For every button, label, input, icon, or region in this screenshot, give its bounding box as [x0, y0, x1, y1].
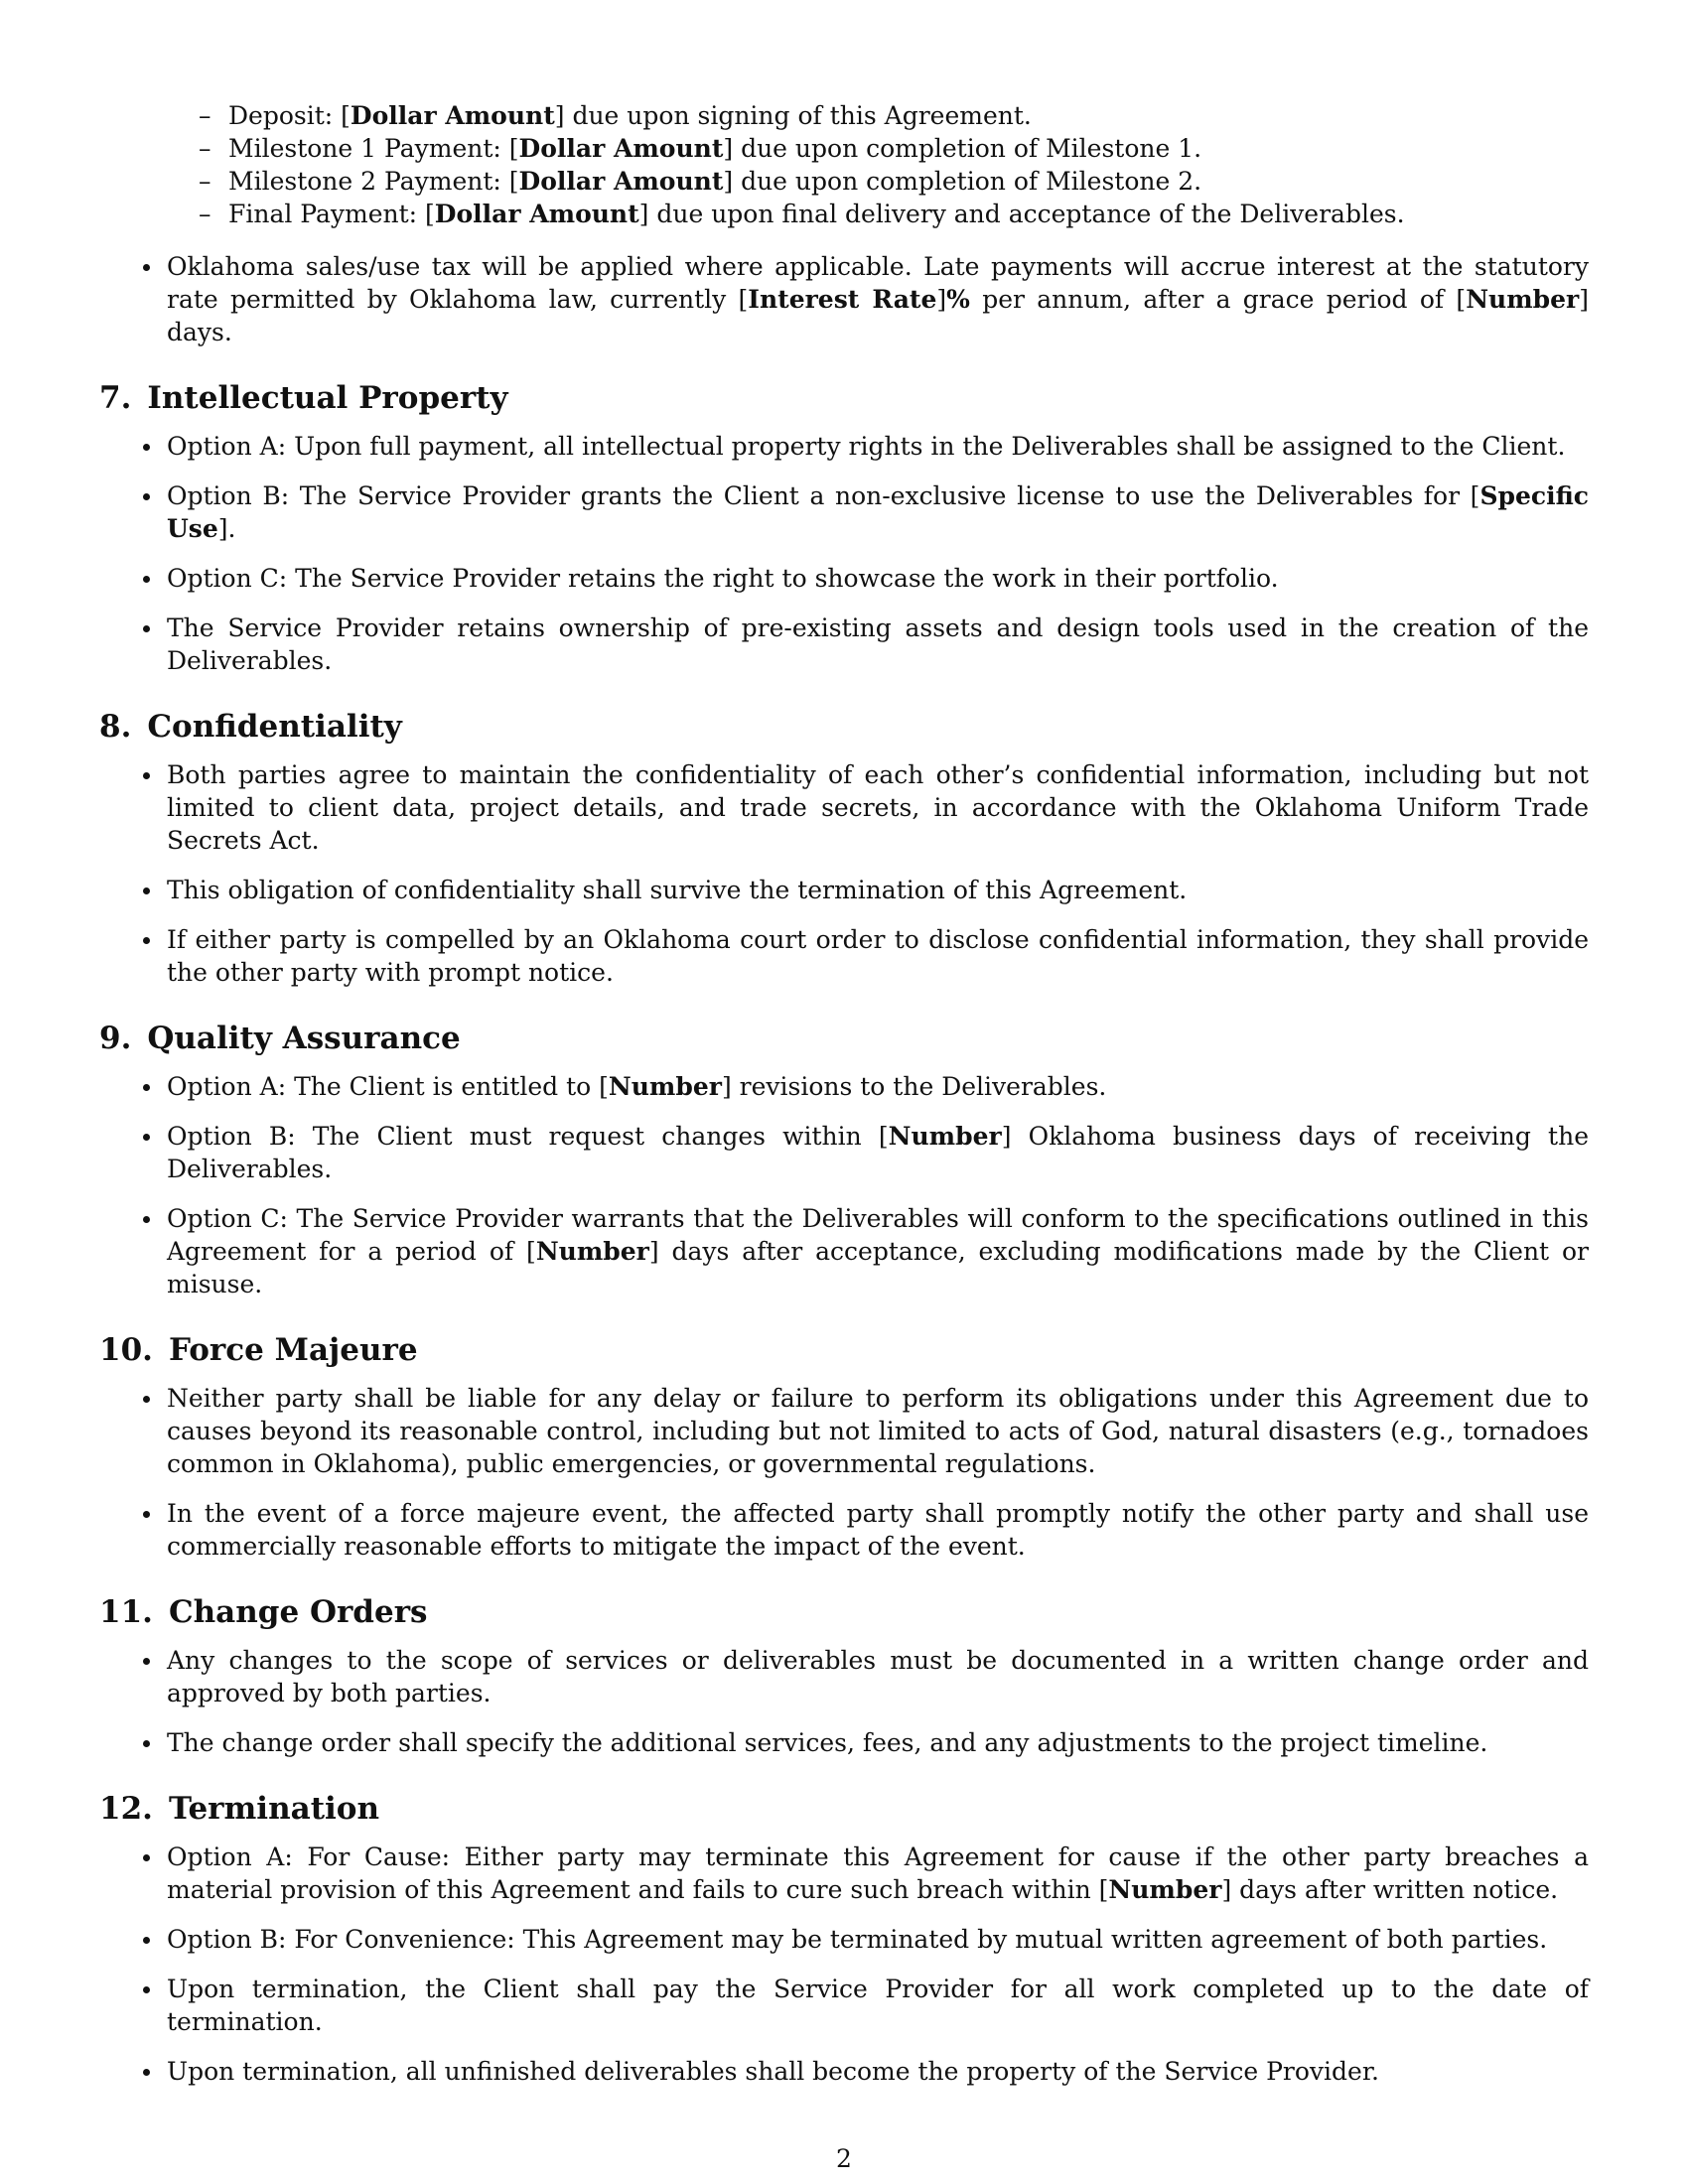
list-item: Both parties agree to maintain the confidentiality of each other’s confidential information, including but not limited to client data, project details, and trade secrets, in accordance with the Oklahoma Uniform Trade Secrets Act. — [167, 760, 1589, 855]
section-heading-termination: 12. Termination — [99, 1791, 380, 1827]
list-item: Option A: The Client is entitled to [Number] revisions to the Deliverables. — [167, 1070, 1589, 1103]
section-list-quality-assurance — [99, 1070, 1589, 1300]
placeholder-dollar-amount: Dollar Amount — [518, 134, 724, 163]
placeholder-number: Number — [1466, 285, 1580, 314]
section-heading-confidentiality: 8. Confidentiality — [99, 709, 402, 745]
page-number: 2 — [836, 2144, 852, 2173]
tax-note: Oklahoma sales/use tax will be applied where applicable. Late payments will accrue interest at the statutory rate permitted by Oklahoma law, currently [Interest Rate]% per annum, after a grace period of [Number] days. — [167, 252, 1589, 346]
placeholder-number: Number — [1108, 1875, 1222, 1904]
list-item: Upon termination, the Client shall pay the Service Provider for all work completed up to the date of termination. — [167, 1975, 1589, 2036]
list-item: Option B: For Convenience: This Agreement may be terminated by mutual written agreement of both parties. — [167, 1923, 1589, 1956]
list-item: This obligation of confidentiality shall survive the termination of this Agreement. — [167, 874, 1589, 906]
section-list-change-orders — [99, 1644, 1589, 1759]
payment-item-milestone-2: – Milestone 2 Payment: [Dollar Amount] due upon completion of Milestone 2. — [199, 165, 1589, 198]
tax-note-list — [99, 250, 1589, 348]
placeholder-dollar-amount: Dollar Amount — [518, 167, 724, 196]
list-item: Option B: The Client must request changes within [Number] Oklahoma business days of receiving the Deliverables. — [167, 1122, 1589, 1183]
list-item: Neither party shall be liable for any delay or failure to perform its obligations under this Agreement due to causes beyond its reasonable control, including but not limited to acts of God, natural disasters (e.g., tornadoes common in Oklahoma), public emergencies, or governmental regulations. — [167, 1384, 1589, 1478]
placeholder-dollar-amount: Dollar Amount — [350, 101, 555, 130]
section-heading-intellectual-property: 7. Intellectual Property — [99, 380, 508, 416]
list-item: If either party is compelled by an Oklahoma court order to disclose confidential information, they shall provide the other party with prompt notice. — [167, 925, 1589, 987]
list-item: Option C: The Service Provider warrants that the Deliverables will conform to the specifications outlined in this Agreement for a period of [Number] days after acceptance, excluding modifications made by the Client or misuse. — [167, 1204, 1589, 1298]
section-list-confidentiality — [99, 758, 1589, 989]
placeholder-specific-use: Specific Use — [167, 481, 1589, 543]
list-item: Upon termination, all unfinished deliverables shall become the property of the Service Provider. — [167, 2055, 1589, 2088]
section-heading-force-majeure: 10. Force Majeure — [99, 1332, 418, 1368]
placeholder-interest-rate: Interest Rate — [748, 285, 937, 314]
placeholder-number: Number — [535, 1237, 649, 1266]
section-list-termination — [99, 1841, 1589, 2088]
document-page — [99, 99, 1589, 2088]
section-heading-change-orders: 11. Change Orders — [99, 1594, 428, 1630]
list-item: The change order shall specify the additional services, fees, and any adjustments to the project timeline. — [167, 1726, 1589, 1759]
list-item: Option A: For Cause: Either party may terminate this Agreement for cause if the other party breaches a material provision of this Agreement and fails to cure such breach within [Number] days after written notice. — [167, 1843, 1589, 1904]
list-item: Any changes to the scope of services or deliverables must be documented in a written change order and approved by both parties. — [167, 1646, 1589, 1707]
payment-item-deposit: – Deposit: [Dollar Amount] due upon signing of this Agreement. — [199, 99, 1589, 132]
payment-schedule-list — [99, 99, 1589, 230]
section-list-intellectual-property — [99, 430, 1589, 677]
placeholder-number: Number — [608, 1072, 722, 1101]
list-item: Option A: Upon full payment, all intellectual property rights in the Deliverables shall be assigned to the Client. — [167, 430, 1589, 463]
list-item: Option B: The Service Provider grants the Client a non-exclusive license to use the Deliverables for [Specific Use]. — [167, 481, 1589, 543]
payment-item-final: – Final Payment: [Dollar Amount] due upon final delivery and acceptance of the Deliverables. — [199, 198, 1589, 230]
section-list-force-majeure — [99, 1382, 1589, 1563]
list-item: The Service Provider retains ownership of pre-existing assets and design tools used in the creation of the Deliverables. — [167, 614, 1589, 675]
list-item: In the event of a force majeure event, the affected party shall promptly notify the other party and shall use commercially reasonable efforts to mitigate the impact of the event. — [167, 1499, 1589, 1561]
placeholder-number: Number — [888, 1122, 1002, 1151]
payment-item-milestone-1: – Milestone 1 Payment: [Dollar Amount] due upon completion of Milestone 1. — [199, 132, 1589, 165]
list-item: Option C: The Service Provider retains the right to showcase the work in their portfolio. — [167, 562, 1589, 595]
section-heading-quality-assurance: 9. Quality Assurance — [99, 1021, 461, 1056]
placeholder-dollar-amount: Dollar Amount — [434, 200, 639, 228]
